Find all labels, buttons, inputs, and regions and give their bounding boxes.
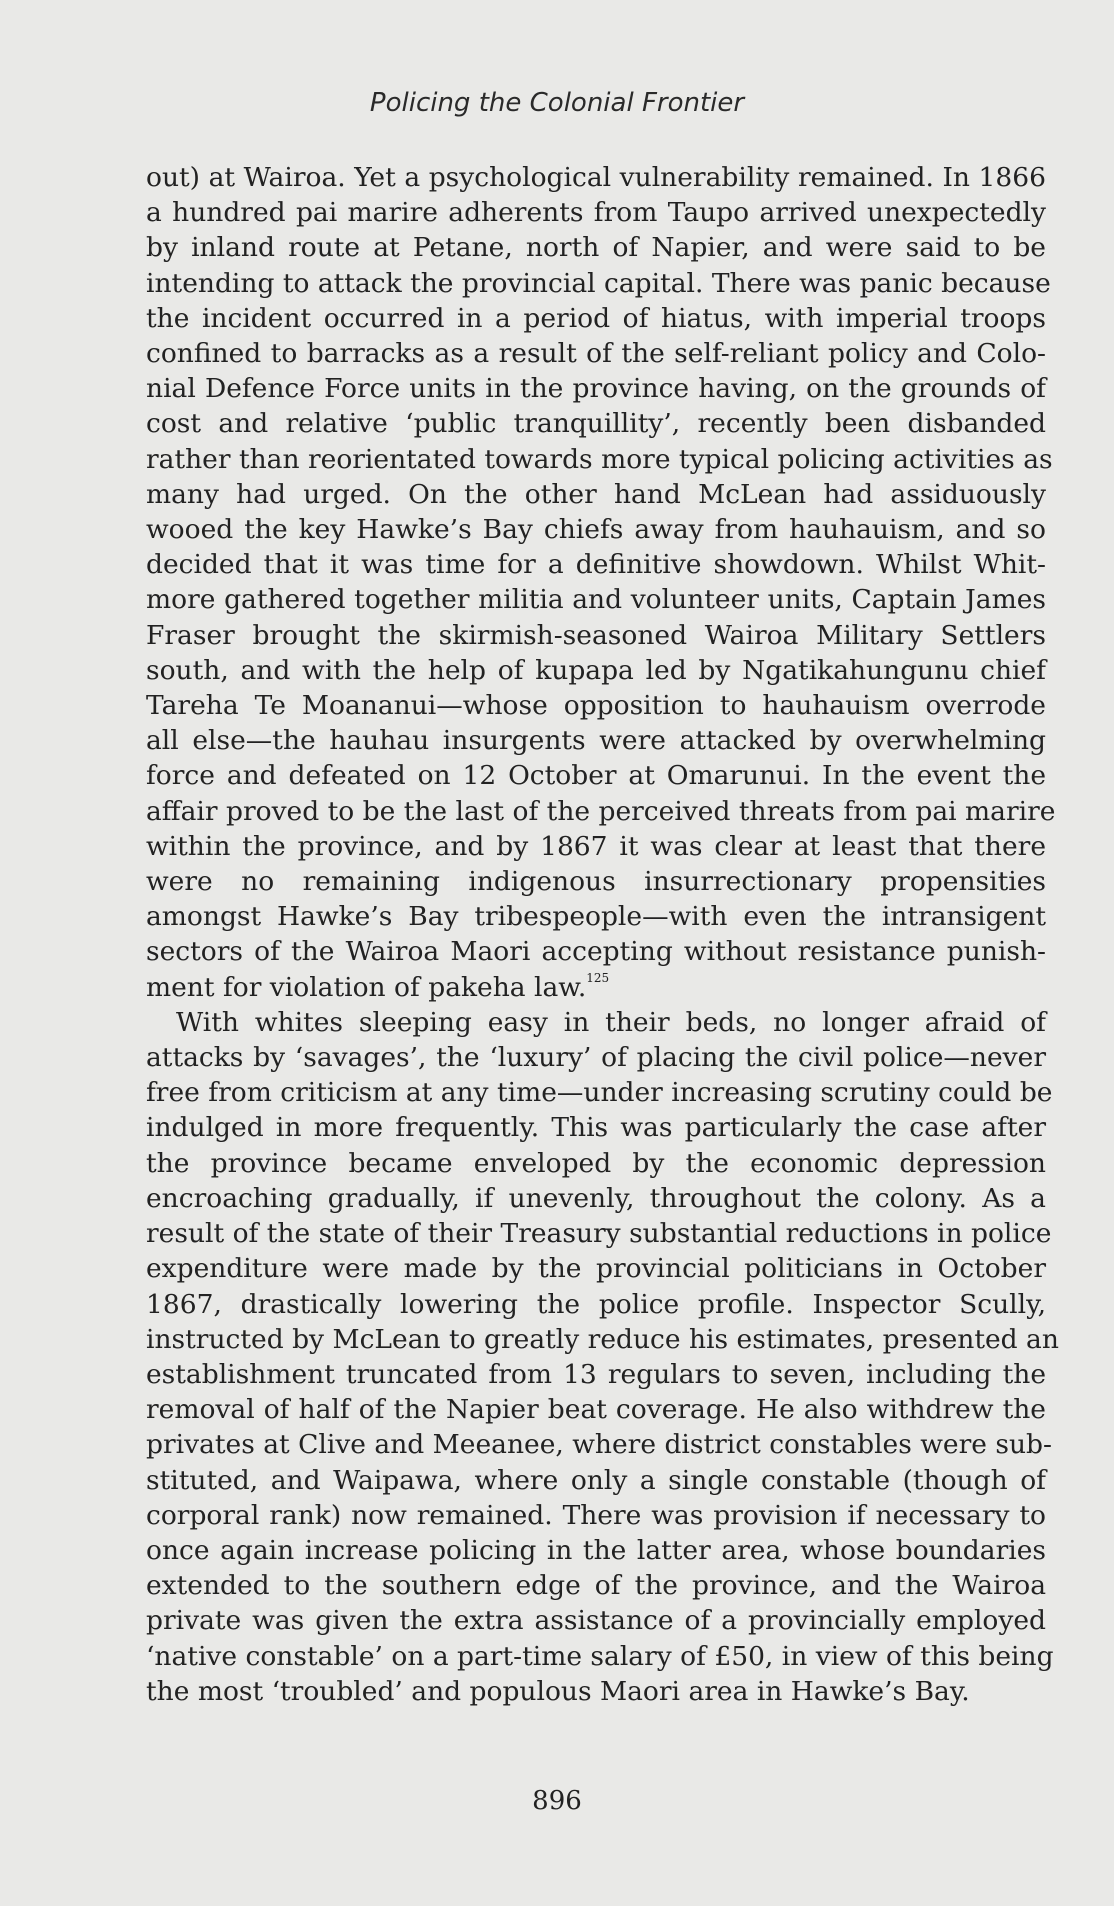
text-line: encroaching gradually, if unevenly, throughout the colony. As a: [146, 1182, 1046, 1214]
paragraph-2: [146, 1005, 1059, 1709]
text-line: With whites sleeping easy in their beds, no longer afraid of: [176, 1006, 1046, 1038]
text-line: out) at Wairoa. Yet a psychological vulnerability remained. In 1866: [146, 162, 1046, 193]
text-line: the incident occurred in a period of hiatus, with imperial troops: [146, 302, 1046, 334]
running-head: Policing the Colonial Frontier: [369, 88, 745, 118]
text-line: affair proved to be the last of the perceived threats from pai marire: [146, 795, 1056, 827]
paragraph-1: [146, 160, 1056, 1005]
text-line: amongst Hawke’s Bay tribespeople—with even the intransigent: [146, 901, 1046, 933]
text-line: instructed by McLean to greatly reduce his estimates, presented an: [146, 1323, 1059, 1355]
body-text: [146, 160, 1059, 1709]
text-line: many had urged. On the other hand McLean had assiduously: [146, 478, 1046, 510]
text-line: within the province, and by 1867 it was clear at least that there: [146, 830, 1046, 862]
text-line: free from criticism at any time—under increasing scrutiny could be: [146, 1077, 1053, 1109]
text-line: once again increase policing in the latter area, whose boundaries: [146, 1534, 1046, 1566]
text-line: private was given the extra assistance of a provincially employed: [146, 1605, 1046, 1637]
text-line: [146, 970, 1046, 1005]
text-line: Fraser brought the skirmish-seasoned Wairoa Military Settlers: [146, 619, 1046, 651]
text-line: stituted, and Waipawa, where only a single constable (though of: [146, 1464, 1046, 1496]
page-number: 896: [532, 1786, 582, 1816]
text-line: more gathered together militia and volunteer units, Captain James: [146, 584, 1046, 616]
text-line: confined to barracks as a result of the self-reliant policy and Colo-: [146, 338, 1046, 370]
text-line: indulged in more frequently. This was particularly the case after: [146, 1112, 1046, 1144]
text-line: attacks by ‘savages’, the ‘luxury’ of placing the civil police—never: [146, 1042, 1046, 1074]
text-line: ‘native constable’ on a part-time salary of £50, in view of this being: [146, 1640, 1054, 1672]
text-line: privates at Clive and Meeanee, where district constables were sub-: [146, 1429, 1052, 1461]
text-line: Tareha Te Moananui—whose opposition to hauhauism overrode: [146, 690, 1046, 722]
text-line: rather than reorientated towards more typical policing activities as: [146, 443, 1053, 475]
text-line: a hundred pai marire adherents from Taupo arrived unexpectedly: [146, 197, 1046, 229]
text-line: cost and relative ‘public tranquillity’, recently been disbanded: [146, 408, 1046, 440]
text-line: the most ‘troubled’ and populous Maori area in Hawke’s Bay.: [146, 1675, 970, 1707]
text-line: the province became enveloped by the economic depression: [146, 1147, 1046, 1179]
text-line: decided that it was time for a definitive showdown. Whilst Whit-: [146, 549, 1046, 581]
text-line: 1867, drastically lowering the police profile. Inspector Scully,: [146, 1288, 1046, 1320]
text-line: by inland route at Petane, north of Napier, and were said to be: [146, 232, 1046, 264]
text-line: result of the state of their Treasury substantial reductions in police: [146, 1218, 1052, 1250]
text-line: removal of half of the Napier beat coverage. He also withdrew the: [146, 1394, 1046, 1426]
text-line: sectors of the Wairoa Maori accepting without resistance punish-: [146, 936, 1046, 968]
text-line-content: ment for violation of pakeha law.: [146, 971, 587, 1003]
text-line: establishment truncated from 13 regulars to seven, including the: [146, 1358, 1046, 1390]
text-line: were no remaining indigenous insurrectionary propensities: [146, 866, 1046, 898]
text-line: expenditure were made by the provincial politicians in October: [146, 1253, 1046, 1285]
text-line: corporal rank) now remained. There was provision if necessary to: [146, 1499, 1046, 1531]
text-line: south, and with the help of kupapa led by Ngatikahungunu chief: [146, 654, 1046, 686]
text-line: intending to attack the provincial capital. There was panic because: [146, 267, 1051, 299]
text-line: wooed the key Hawke’s Bay chiefs away from hauhauism, and so: [146, 514, 1046, 546]
text-line: force and defeated on 12 October at Omarunui. In the event the: [146, 760, 1046, 792]
text-line: all else—the hauhau insurgents were attacked by overwhelming: [146, 725, 1046, 757]
text-line: nial Defence Force units in the province having, on the grounds of: [146, 373, 1046, 405]
footnote-reference[interactable]: 125: [586, 970, 610, 985]
text-line: extended to the southern edge of the province, and the Wairoa: [146, 1570, 1046, 1602]
